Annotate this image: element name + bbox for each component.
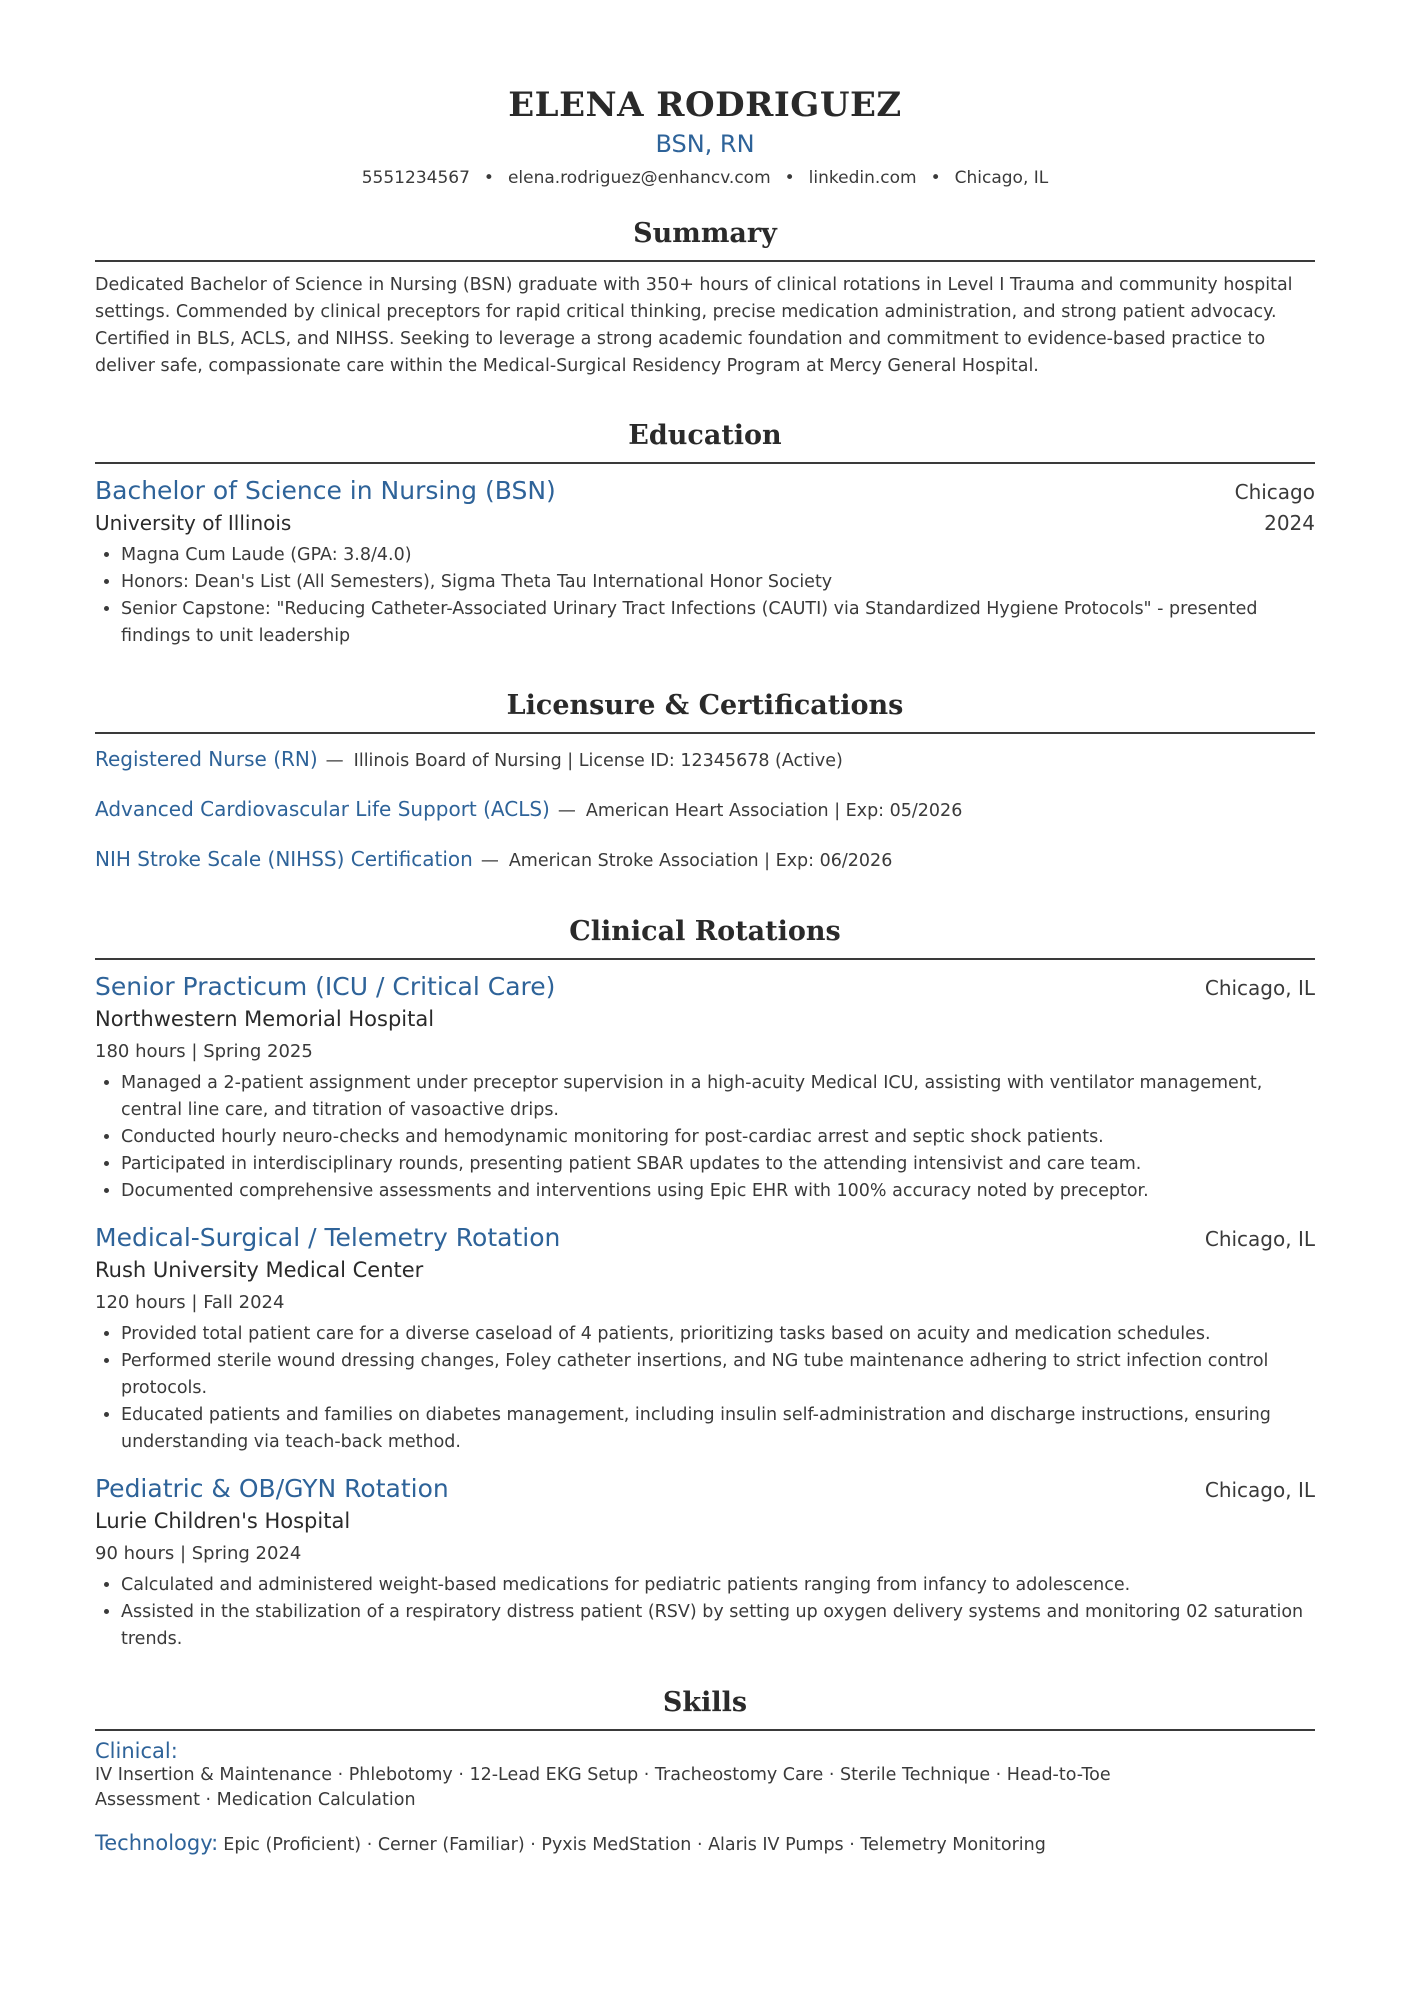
section-title-rotations: Clinical Rotations	[569, 916, 841, 947]
certification-detail: American Heart Association | Exp: 05/2026	[585, 801, 963, 821]
rotation-facility: Rush University Medical Center	[95, 1258, 424, 1282]
list-item: • Assisted in the stabilization of a respiratory distress patient (RSV) by setting up oxygen delivery systems and monitoring 02 saturation trends.	[121, 1599, 1315, 1653]
certification-detail: Illinois Board of Nursing | License ID: 12345678 (Active)	[353, 751, 843, 771]
rotations-section	[95, 914, 1315, 1653]
certification-name: NIH Stroke Scale (NIHSS) Certification	[95, 847, 473, 871]
certification-dash: —	[557, 800, 576, 821]
skills-clinical	[95, 1739, 1315, 1813]
skills-section	[95, 1685, 1315, 1858]
section-divider	[95, 958, 1315, 960]
rotation-facility: Northwestern Memorial Hospital	[95, 1007, 435, 1031]
summary-text: Dedicated Bachelor of Science in Nursing (BSN) graduate with 350+ hours of clinical rotations in Level I Trauma and community hospital settings. Commended by clinical preceptors for rapid critical thinking, precise medication administration, and strong patient advocacy. Certified in BLS, ACLS, and NIHSS. Seeking to leverage a strong academic foundation and commitment to evidence-based practice to deliver safe, compassionate care within the Medical-Surgical Residency Program at Mercy General Hospital.	[95, 275, 1293, 376]
section-divider	[95, 1729, 1315, 1731]
skills-technology	[95, 1831, 1315, 1858]
summary-section	[95, 216, 1315, 380]
rotation-meta: 180 hours | Spring 2025	[95, 1041, 313, 1062]
section-title-skills: Skills	[662, 1687, 748, 1718]
education-school: University of Illinois	[95, 511, 292, 535]
rotation-title: Senior Practicum (ICU / Critical Care)	[95, 972, 556, 1001]
section-divider	[95, 260, 1315, 262]
contact-separator: •	[784, 168, 795, 188]
certification-dash: —	[325, 750, 344, 771]
list-item: • Calculated and administered weight-based medications for pediatric patients ranging from infancy to adolescence.	[121, 1572, 1315, 1599]
certification-dash: —	[480, 850, 499, 871]
rotation-facility: Lurie Children's Hospital	[95, 1509, 351, 1533]
skills-technology-label: Technology:	[95, 1831, 219, 1855]
section-divider	[95, 732, 1315, 734]
contact-line	[95, 166, 1315, 190]
contact-location: Chicago, IL	[954, 168, 1049, 188]
list-item: • Conducted hourly neuro-checks and hemodynamic monitoring for post-cardiac arrest and septic shock patients.	[121, 1124, 1315, 1151]
rotation-bullets	[95, 1572, 1315, 1653]
list-item: • Educated patients and families on diabetes management, including insulin self-administration and discharge instructions, ensuring understanding via teach-back method.	[121, 1402, 1315, 1456]
skills-clinical-text: IV Insertion & Maintenance · Phlebotomy · 12-Lead EKG Setup · Tracheostomy Care · Sterile Technique · Head-to-Toe Assessment · Medication Calculation	[95, 1765, 1111, 1810]
section-title-certifications: Licensure & Certifications	[506, 690, 904, 721]
contact-phone: 5551234567	[361, 168, 470, 188]
education-section	[95, 418, 1315, 650]
list-item: • Senior Capstone: "Reducing Catheter-Associated Urinary Tract Infections (CAUTI) via Standardized Hygiene Protocols" - presented findings to unit leadership	[121, 596, 1315, 650]
section-divider	[95, 462, 1315, 464]
certification-item	[95, 842, 1315, 878]
contact-email[interactable]: elena.rodriguez@enhancv.com	[507, 168, 771, 188]
list-item: • Honors: Dean's List (All Semesters), Sigma Theta Tau International Honor Society	[121, 569, 1315, 596]
education-bullets	[95, 542, 1315, 650]
contact-separator: •	[483, 168, 494, 188]
rotation-entry	[95, 1472, 1315, 1653]
section-title-education: Education	[628, 420, 782, 451]
list-item: • Managed a 2-patient assignment under preceptor supervision in a high-acuity Medical ICU, assisting with ventilator management, central line care, and titration of vasoactive drips.	[121, 1070, 1315, 1124]
education-location: Chicago	[1234, 480, 1315, 504]
rotation-meta: 120 hours | Fall 2024	[95, 1292, 285, 1313]
list-item: • Documented comprehensive assessments and interventions using Epic EHR with 100% accuracy noted by preceptor.	[121, 1178, 1315, 1205]
rotation-meta: 90 hours | Spring 2024	[95, 1543, 302, 1564]
rotation-location: Chicago, IL	[1204, 1227, 1315, 1251]
education-year: 2024	[1264, 511, 1315, 535]
list-item: • Performed sterile wound dressing changes, Foley catheter insertions, and NG tube maintenance adhering to strict infection control protocols.	[121, 1348, 1315, 1402]
rotation-location: Chicago, IL	[1204, 976, 1315, 1000]
rotation-bullets	[95, 1070, 1315, 1205]
rotation-bullets	[95, 1321, 1315, 1456]
contact-separator: •	[930, 168, 941, 188]
contact-linkedin[interactable]: linkedin.com	[808, 168, 917, 188]
skills-technology-text: Epic (Proficient) · Cerner (Familiar) · Pyxis MedStation · Alaris IV Pumps · Telemetry Monitoring	[223, 1835, 1046, 1855]
certification-detail: American Stroke Association | Exp: 06/2026	[508, 851, 893, 871]
certification-item	[95, 742, 1315, 778]
list-item: • Participated in interdisciplinary rounds, presenting patient SBAR updates to the attending intensivist and care team.	[121, 1151, 1315, 1178]
resume-header	[95, 0, 1315, 190]
rotation-title: Medical-Surgical / Telemetry Rotation	[95, 1223, 561, 1252]
candidate-credential: BSN, RN	[655, 130, 755, 158]
certification-name: Registered Nurse (RN)	[95, 747, 318, 771]
certification-item	[95, 792, 1315, 828]
list-item: • Magna Cum Laude (GPA: 3.8/4.0)	[121, 542, 1315, 569]
rotation-title: Pediatric & OB/GYN Rotation	[95, 1474, 449, 1503]
list-item: • Provided total patient care for a diverse caseload of 4 patients, prioritizing tasks based on acuity and medication schedules.	[121, 1321, 1315, 1348]
education-entry	[95, 474, 1315, 650]
rotation-location: Chicago, IL	[1204, 1478, 1315, 1502]
skills-clinical-label: Clinical:	[95, 1739, 178, 1763]
candidate-name: ELENA RODRIGUEZ	[508, 85, 902, 125]
education-degree: Bachelor of Science in Nursing (BSN)	[95, 476, 556, 505]
certifications-section	[95, 688, 1315, 878]
rotation-entry	[95, 970, 1315, 1205]
certification-name: Advanced Cardiovascular Life Support (ACLS)	[95, 797, 550, 821]
section-title-summary: Summary	[633, 218, 777, 249]
rotation-entry	[95, 1221, 1315, 1456]
